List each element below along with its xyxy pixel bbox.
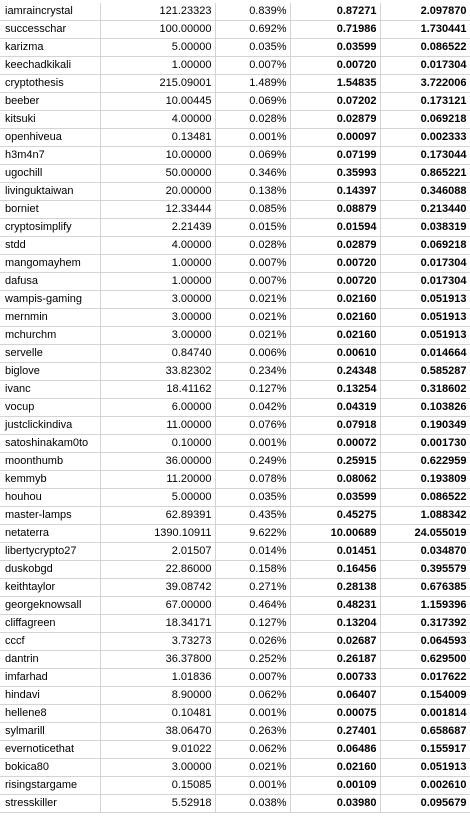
table-row [0, 111, 470, 129]
reward-cell[interactable]: 0.08879 [290, 201, 380, 219]
table-row [0, 615, 470, 633]
amount-cell[interactable]: 62.89391 [100, 507, 215, 525]
share-cell[interactable]: 0.028% [215, 111, 290, 129]
reward-cell[interactable]: 0.01594 [290, 219, 380, 237]
value-cell[interactable]: 1.159396 [380, 597, 470, 615]
share-cell[interactable]: 0.263% [215, 723, 290, 741]
table-body [0, 3, 470, 813]
share-cell[interactable]: 0.006% [215, 345, 290, 363]
share-cell[interactable]: 0.138% [215, 183, 290, 201]
reward-cell[interactable]: 1.54835 [290, 75, 380, 93]
amount-cell[interactable]: 39.08742 [100, 579, 215, 597]
share-cell[interactable]: 0.035% [215, 489, 290, 507]
account-cell[interactable]: master-lamps [0, 507, 100, 525]
value-cell[interactable]: 0.017304 [380, 255, 470, 273]
reward-cell[interactable]: 0.26187 [290, 651, 380, 669]
account-cell[interactable]: biglove [0, 363, 100, 381]
account-cell[interactable]: beeber [0, 93, 100, 111]
amount-cell[interactable]: 36.00000 [100, 453, 215, 471]
account-cell[interactable]: openhiveua [0, 129, 100, 147]
table-row [0, 435, 470, 453]
spreadsheet-grid [0, 3, 470, 813]
amount-cell[interactable]: 8.90000 [100, 687, 215, 705]
amount-cell[interactable]: 22.86000 [100, 561, 215, 579]
reward-cell[interactable]: 0.24348 [290, 363, 380, 381]
amount-cell[interactable]: 100.00000 [100, 21, 215, 39]
account-cell[interactable]: dafusa [0, 273, 100, 291]
amount-cell[interactable]: 1390.10911 [100, 525, 215, 543]
account-cell[interactable]: mangomayhem [0, 255, 100, 273]
reward-cell[interactable]: 0.71986 [290, 21, 380, 39]
table-row [0, 489, 470, 507]
account-cell[interactable]: justclickindiva [0, 417, 100, 435]
share-cell[interactable]: 0.001% [215, 705, 290, 723]
share-cell[interactable]: 0.234% [215, 363, 290, 381]
value-cell[interactable]: 0.069218 [380, 237, 470, 255]
amount-cell[interactable]: 11.00000 [100, 417, 215, 435]
reward-cell[interactable]: 0.03599 [290, 39, 380, 57]
account-cell[interactable]: evernoticethat [0, 741, 100, 759]
account-cell[interactable]: vocup [0, 399, 100, 417]
amount-cell[interactable]: 12.33444 [100, 201, 215, 219]
value-cell[interactable]: 0.346088 [380, 183, 470, 201]
share-cell[interactable]: 0.435% [215, 507, 290, 525]
table-row [0, 705, 470, 723]
reward-cell[interactable]: 0.02160 [290, 327, 380, 345]
account-cell[interactable]: hellene8 [0, 705, 100, 723]
share-cell[interactable]: 0.042% [215, 399, 290, 417]
value-cell[interactable]: 0.017304 [380, 273, 470, 291]
value-cell[interactable]: 0.193809 [380, 471, 470, 489]
table-row [0, 381, 470, 399]
reward-cell[interactable]: 0.02687 [290, 633, 380, 651]
amount-cell[interactable]: 1.01836 [100, 669, 215, 687]
amount-cell[interactable]: 1.00000 [100, 273, 215, 291]
reward-cell[interactable]: 0.06407 [290, 687, 380, 705]
table-row [0, 525, 470, 543]
value-cell[interactable]: 3.722006 [380, 75, 470, 93]
table-row [0, 651, 470, 669]
amount-cell[interactable]: 3.73273 [100, 633, 215, 651]
amount-cell[interactable]: 3.00000 [100, 291, 215, 309]
share-cell[interactable]: 9.622% [215, 525, 290, 543]
amount-cell[interactable]: 3.00000 [100, 309, 215, 327]
value-cell[interactable]: 24.055019 [380, 525, 470, 543]
amount-cell[interactable]: 9.01022 [100, 741, 215, 759]
value-cell[interactable]: 0.086522 [380, 39, 470, 57]
share-cell[interactable]: 0.158% [215, 561, 290, 579]
reward-cell[interactable]: 0.13254 [290, 381, 380, 399]
amount-cell[interactable]: 1.00000 [100, 255, 215, 273]
table-row [0, 687, 470, 705]
value-cell[interactable]: 0.155917 [380, 741, 470, 759]
value-cell[interactable]: 0.064593 [380, 633, 470, 651]
value-cell[interactable]: 0.051913 [380, 309, 470, 327]
amount-cell[interactable]: 4.00000 [100, 111, 215, 129]
table-row [0, 759, 470, 777]
account-cell[interactable]: cccf [0, 633, 100, 651]
table-row [0, 399, 470, 417]
amount-cell[interactable]: 0.13481 [100, 129, 215, 147]
amount-cell[interactable]: 0.10000 [100, 435, 215, 453]
value-cell[interactable]: 0.017622 [380, 669, 470, 687]
account-cell[interactable]: georgeknowsall [0, 597, 100, 615]
table-row [0, 507, 470, 525]
reward-cell[interactable]: 0.16456 [290, 561, 380, 579]
share-cell[interactable]: 0.069% [215, 93, 290, 111]
value-cell[interactable]: 0.629500 [380, 651, 470, 669]
table-row [0, 57, 470, 75]
amount-cell[interactable]: 5.00000 [100, 489, 215, 507]
share-cell[interactable]: 0.249% [215, 453, 290, 471]
table-row [0, 363, 470, 381]
reward-cell[interactable]: 0.04319 [290, 399, 380, 417]
share-cell[interactable]: 0.001% [215, 435, 290, 453]
share-cell[interactable]: 0.014% [215, 543, 290, 561]
value-cell[interactable]: 0.002610 [380, 777, 470, 795]
table-row [0, 669, 470, 687]
reward-cell[interactable]: 0.02879 [290, 237, 380, 255]
value-cell[interactable]: 0.658687 [380, 723, 470, 741]
amount-cell[interactable]: 38.06470 [100, 723, 215, 741]
amount-cell[interactable]: 6.00000 [100, 399, 215, 417]
amount-cell[interactable]: 0.84740 [100, 345, 215, 363]
reward-cell[interactable]: 0.13204 [290, 615, 380, 633]
account-cell[interactable]: h3m4n7 [0, 147, 100, 165]
share-cell[interactable]: 1.489% [215, 75, 290, 93]
reward-cell[interactable]: 0.00097 [290, 129, 380, 147]
value-cell[interactable]: 0.190349 [380, 417, 470, 435]
share-cell[interactable]: 0.021% [215, 291, 290, 309]
reward-cell[interactable]: 0.03980 [290, 795, 380, 813]
amount-cell[interactable]: 3.00000 [100, 327, 215, 345]
share-cell[interactable]: 0.062% [215, 741, 290, 759]
table-row [0, 633, 470, 651]
reward-cell[interactable]: 10.00689 [290, 525, 380, 543]
account-cell[interactable]: cryptothesis [0, 75, 100, 93]
share-cell[interactable]: 0.346% [215, 165, 290, 183]
share-cell[interactable]: 0.069% [215, 147, 290, 165]
table-row [0, 147, 470, 165]
reward-cell[interactable]: 0.00072 [290, 435, 380, 453]
amount-cell[interactable]: 0.15085 [100, 777, 215, 795]
amount-cell[interactable]: 2.21439 [100, 219, 215, 237]
reward-cell[interactable]: 0.45275 [290, 507, 380, 525]
value-cell[interactable]: 0.038319 [380, 219, 470, 237]
value-cell[interactable]: 0.001730 [380, 435, 470, 453]
share-cell[interactable]: 0.127% [215, 381, 290, 399]
account-cell[interactable]: houhou [0, 489, 100, 507]
amount-cell[interactable]: 20.00000 [100, 183, 215, 201]
reward-cell[interactable]: 0.06486 [290, 741, 380, 759]
reward-cell[interactable]: 0.00610 [290, 345, 380, 363]
amount-cell[interactable]: 5.52918 [100, 795, 215, 813]
value-cell[interactable]: 0.051913 [380, 291, 470, 309]
account-cell[interactable]: servelle [0, 345, 100, 363]
reward-cell[interactable]: 0.48231 [290, 597, 380, 615]
value-cell[interactable]: 0.395579 [380, 561, 470, 579]
value-cell[interactable]: 1.088342 [380, 507, 470, 525]
value-cell[interactable]: 0.154009 [380, 687, 470, 705]
reward-cell[interactable]: 0.35993 [290, 165, 380, 183]
share-cell[interactable]: 0.021% [215, 327, 290, 345]
share-cell[interactable]: 0.021% [215, 309, 290, 327]
amount-cell[interactable]: 121.23323 [100, 3, 215, 21]
amount-cell[interactable]: 2.01507 [100, 543, 215, 561]
table-row [0, 777, 470, 795]
amount-cell[interactable]: 10.00445 [100, 93, 215, 111]
reward-cell[interactable]: 0.00733 [290, 669, 380, 687]
account-cell[interactable]: netaterra [0, 525, 100, 543]
share-cell[interactable]: 0.078% [215, 471, 290, 489]
table-row [0, 327, 470, 345]
reward-cell[interactable]: 0.25915 [290, 453, 380, 471]
account-cell[interactable]: duskobgd [0, 561, 100, 579]
share-cell[interactable]: 0.839% [215, 3, 290, 21]
reward-cell[interactable]: 0.02160 [290, 291, 380, 309]
account-cell[interactable]: cryptosimplify [0, 219, 100, 237]
share-cell[interactable]: 0.076% [215, 417, 290, 435]
reward-cell[interactable]: 0.07199 [290, 147, 380, 165]
reward-cell[interactable]: 0.02160 [290, 309, 380, 327]
share-cell[interactable]: 0.028% [215, 237, 290, 255]
table-row [0, 579, 470, 597]
share-cell[interactable]: 0.062% [215, 687, 290, 705]
table-row [0, 255, 470, 273]
reward-cell[interactable]: 0.00720 [290, 255, 380, 273]
value-cell[interactable]: 0.051913 [380, 327, 470, 345]
value-cell[interactable]: 1.730441 [380, 21, 470, 39]
share-cell[interactable]: 0.127% [215, 615, 290, 633]
account-cell[interactable]: kitsuki [0, 111, 100, 129]
account-cell[interactable]: ivanc [0, 381, 100, 399]
share-cell[interactable]: 0.007% [215, 57, 290, 75]
account-cell[interactable]: keithtaylor [0, 579, 100, 597]
share-cell[interactable]: 0.464% [215, 597, 290, 615]
share-cell[interactable]: 0.692% [215, 21, 290, 39]
table-row [0, 417, 470, 435]
amount-cell[interactable]: 11.20000 [100, 471, 215, 489]
delegators-table [0, 3, 470, 813]
reward-cell[interactable]: 0.27401 [290, 723, 380, 741]
account-cell[interactable]: kemmyb [0, 471, 100, 489]
share-cell[interactable]: 0.026% [215, 633, 290, 651]
reward-cell[interactable]: 0.87271 [290, 3, 380, 21]
amount-cell[interactable]: 215.09001 [100, 75, 215, 93]
account-cell[interactable]: stresskiller [0, 795, 100, 813]
reward-cell[interactable]: 0.00720 [290, 57, 380, 75]
share-cell[interactable]: 0.035% [215, 39, 290, 57]
table-row [0, 345, 470, 363]
table-row [0, 75, 470, 93]
share-cell[interactable]: 0.001% [215, 129, 290, 147]
account-cell[interactable]: wampis-gaming [0, 291, 100, 309]
amount-cell[interactable]: 18.41162 [100, 381, 215, 399]
value-cell[interactable]: 0.317392 [380, 615, 470, 633]
value-cell[interactable]: 0.086522 [380, 489, 470, 507]
table-row [0, 543, 470, 561]
amount-cell[interactable]: 0.10481 [100, 705, 215, 723]
account-cell[interactable]: hindavi [0, 687, 100, 705]
table-row [0, 201, 470, 219]
share-cell[interactable]: 0.252% [215, 651, 290, 669]
reward-cell[interactable]: 0.01451 [290, 543, 380, 561]
account-cell[interactable]: mchurchm [0, 327, 100, 345]
amount-cell[interactable]: 5.00000 [100, 39, 215, 57]
table-row [0, 597, 470, 615]
value-cell[interactable]: 2.097870 [380, 3, 470, 21]
value-cell[interactable]: 0.095679 [380, 795, 470, 813]
value-cell[interactable]: 0.017304 [380, 57, 470, 75]
share-cell[interactable]: 0.021% [215, 759, 290, 777]
value-cell[interactable]: 0.069218 [380, 111, 470, 129]
account-cell[interactable]: livinguktaiwan [0, 183, 100, 201]
table-row [0, 291, 470, 309]
account-cell[interactable]: satoshinakam0to [0, 435, 100, 453]
account-cell[interactable]: bokica80 [0, 759, 100, 777]
reward-cell[interactable]: 0.07918 [290, 417, 380, 435]
value-cell[interactable]: 0.173044 [380, 147, 470, 165]
value-cell[interactable]: 0.213440 [380, 201, 470, 219]
amount-cell[interactable]: 33.82302 [100, 363, 215, 381]
account-cell[interactable]: karizma [0, 39, 100, 57]
reward-cell[interactable]: 0.02879 [290, 111, 380, 129]
amount-cell[interactable]: 67.00000 [100, 597, 215, 615]
share-cell[interactable]: 0.007% [215, 669, 290, 687]
account-cell[interactable]: iamraincrystal [0, 3, 100, 21]
table-row [0, 741, 470, 759]
amount-cell[interactable]: 36.37800 [100, 651, 215, 669]
reward-cell[interactable]: 0.00720 [290, 273, 380, 291]
amount-cell[interactable]: 4.00000 [100, 237, 215, 255]
reward-cell[interactable]: 0.03599 [290, 489, 380, 507]
share-cell[interactable]: 0.001% [215, 777, 290, 795]
account-cell[interactable]: dantrin [0, 651, 100, 669]
value-cell[interactable]: 0.001814 [380, 705, 470, 723]
table-row [0, 93, 470, 111]
account-cell[interactable]: risingstargame [0, 777, 100, 795]
reward-cell[interactable]: 0.07202 [290, 93, 380, 111]
account-cell[interactable]: moonthumb [0, 453, 100, 471]
account-cell[interactable]: successchar [0, 21, 100, 39]
table-row [0, 561, 470, 579]
value-cell[interactable]: 0.585287 [380, 363, 470, 381]
reward-cell[interactable]: 0.00075 [290, 705, 380, 723]
amount-cell[interactable]: 1.00000 [100, 57, 215, 75]
table-row [0, 273, 470, 291]
account-cell[interactable]: cliffagreen [0, 615, 100, 633]
table-row [0, 309, 470, 327]
table-row [0, 183, 470, 201]
table-row [0, 237, 470, 255]
value-cell[interactable]: 0.173121 [380, 93, 470, 111]
reward-cell[interactable]: 0.08062 [290, 471, 380, 489]
reward-cell[interactable]: 0.28138 [290, 579, 380, 597]
reward-cell[interactable]: 0.02160 [290, 759, 380, 777]
amount-cell[interactable]: 10.00000 [100, 147, 215, 165]
share-cell[interactable]: 0.007% [215, 273, 290, 291]
share-cell[interactable]: 0.015% [215, 219, 290, 237]
account-cell[interactable]: libertycrypto27 [0, 543, 100, 561]
value-cell[interactable]: 0.622959 [380, 453, 470, 471]
value-cell[interactable]: 0.103826 [380, 399, 470, 417]
value-cell[interactable]: 0.318602 [380, 381, 470, 399]
account-cell[interactable]: imfarhad [0, 669, 100, 687]
reward-cell[interactable]: 0.14397 [290, 183, 380, 201]
account-cell[interactable]: borniet [0, 201, 100, 219]
account-cell[interactable]: mernmin [0, 309, 100, 327]
table-row [0, 129, 470, 147]
table-row [0, 795, 470, 813]
value-cell[interactable]: 0.034870 [380, 543, 470, 561]
table-row [0, 39, 470, 57]
reward-cell[interactable]: 0.00109 [290, 777, 380, 795]
value-cell[interactable]: 0.865221 [380, 165, 470, 183]
share-cell[interactable]: 0.271% [215, 579, 290, 597]
value-cell[interactable]: 0.002333 [380, 129, 470, 147]
value-cell[interactable]: 0.014664 [380, 345, 470, 363]
amount-cell[interactable]: 50.00000 [100, 165, 215, 183]
amount-cell[interactable]: 18.34171 [100, 615, 215, 633]
value-cell[interactable]: 0.676385 [380, 579, 470, 597]
account-cell[interactable]: keechadkikali [0, 57, 100, 75]
table-row [0, 165, 470, 183]
table-row [0, 471, 470, 489]
table-row [0, 453, 470, 471]
table-row [0, 3, 470, 21]
table-row [0, 219, 470, 237]
account-cell[interactable]: stdd [0, 237, 100, 255]
share-cell[interactable]: 0.038% [215, 795, 290, 813]
table-row [0, 21, 470, 39]
account-cell[interactable]: ugochill [0, 165, 100, 183]
share-cell[interactable]: 0.085% [215, 201, 290, 219]
amount-cell[interactable]: 3.00000 [100, 759, 215, 777]
value-cell[interactable]: 0.051913 [380, 759, 470, 777]
account-cell[interactable]: sylmarill [0, 723, 100, 741]
table-row [0, 723, 470, 741]
share-cell[interactable]: 0.007% [215, 255, 290, 273]
